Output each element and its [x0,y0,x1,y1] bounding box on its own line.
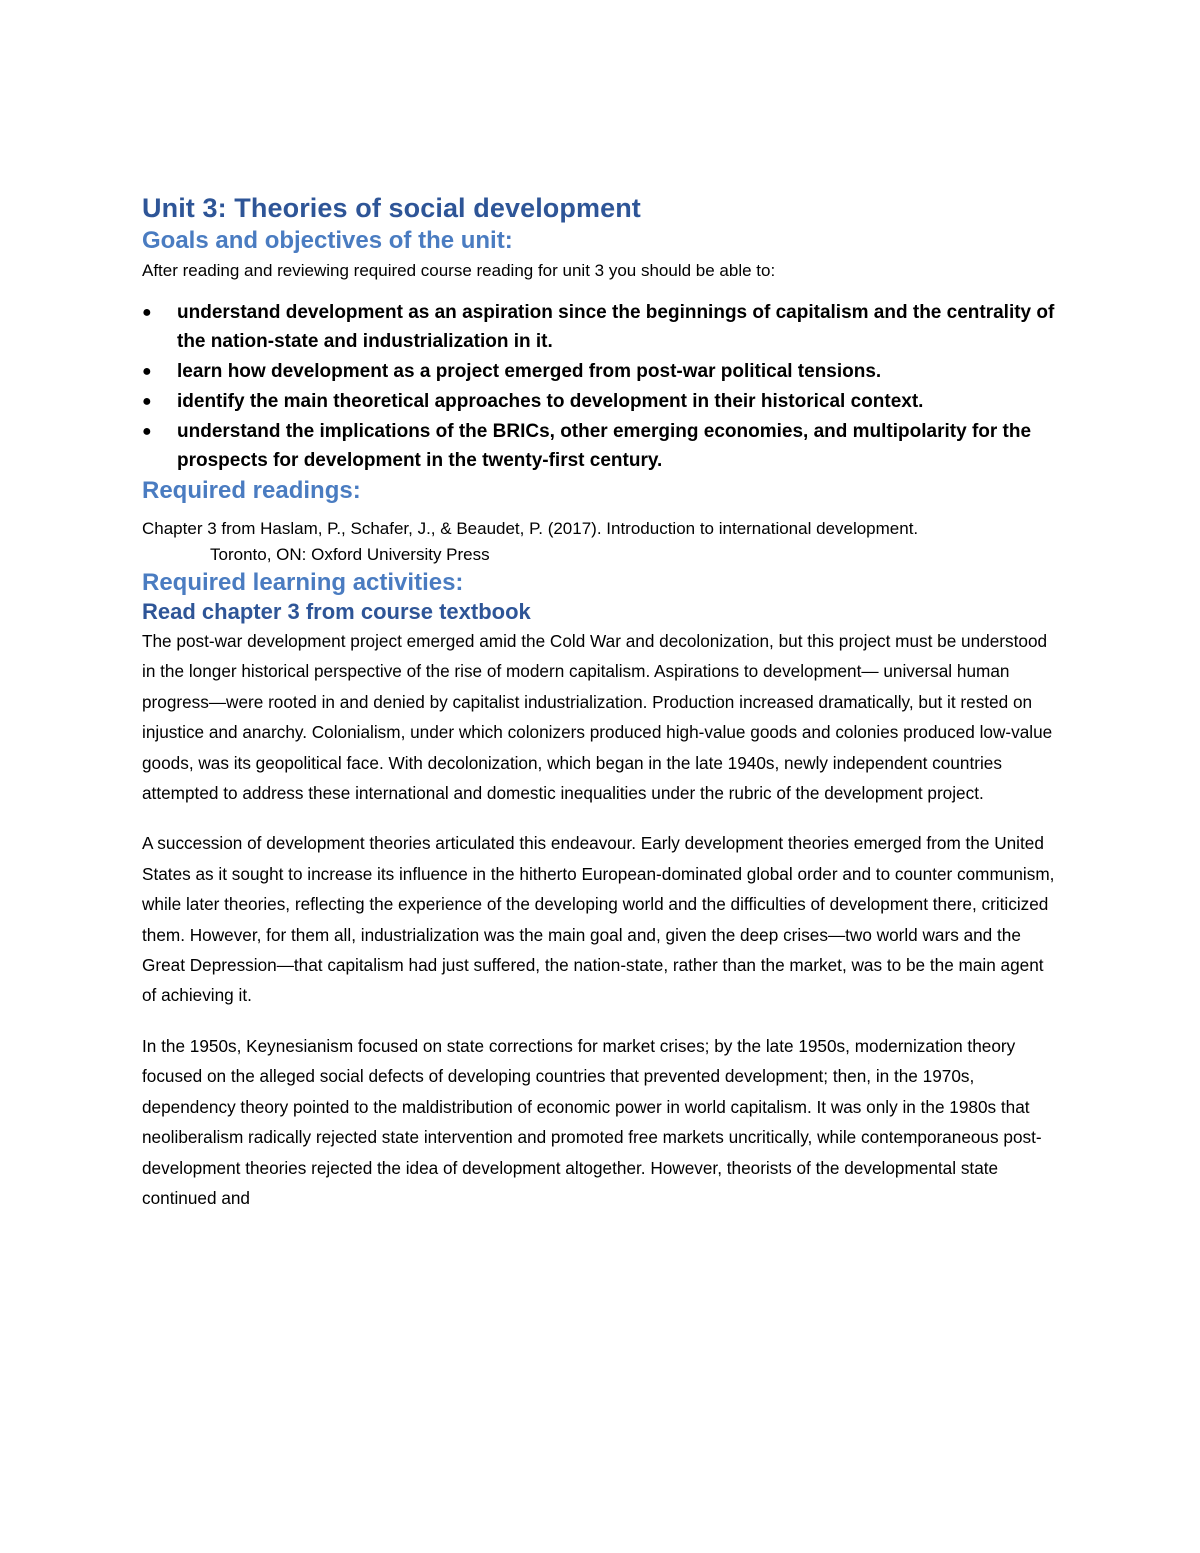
body-paragraph: In the 1950s, Keynesianism focused on state corrections for market crises; by the late 1950s, modernization theory focused on the alleged social defects of developing countries that prevented development; then, in the 1970s, dependency theory pointed to the maldistribution of economic power in world capitalism. It was only in the 1980s that neoliberalism radically rejected state intervention and promoted free markets uncritically, while contemporaneous post-development theories rejected the idea of development altogether. However, theorists of the developmental state continued and [142,1035,1042,1208]
page-title: Unit 3: Theories of social development [142,193,641,223]
bullet-icon: ● [142,393,152,410]
objective-item [142,387,1062,416]
readings-heading: Required readings: [142,477,361,504]
objective-text: learn how development as a project emerged from post-war political tensions. [177,361,882,382]
objective-item [142,298,1062,356]
reading-citation [142,516,1062,568]
document-content [142,190,1062,1213]
goals-heading: Goals and objectives of the unit: [142,227,513,254]
objective-item [142,417,1062,475]
read-chapter-heading: Read chapter 3 from course textbook [142,599,531,624]
objectives-list [142,298,1062,475]
activities-heading: Required learning activities: [142,569,464,596]
objective-item [142,357,1062,386]
citation-line-2: Toronto, ON: Oxford University Press [210,545,490,564]
objective-text: understand development as an aspiration since the beginnings of capitalism and the centrality of the nation-state and industrialization in it. [177,302,1055,352]
goals-intro: After reading and reviewing required course reading for unit 3 you should be able to: [142,261,776,280]
bullet-icon: ● [142,304,152,321]
objective-text: identify the main theoretical approaches to development in their historical context. [177,391,924,412]
citation-line-1: Chapter 3 from Haslam, P., Schafer, J., & Beaudet, P. (2017). Introduction to international development. [142,519,919,538]
bullet-icon: ● [142,363,152,380]
body-paragraph: The post-war development project emerged amid the Cold War and decolonization, but this project must be understood in the longer historical perspective of the rise of modern capitalism. Aspirations to development— universal human progress—were rooted in and denied by capitalist industrialization. Production increased dramatically, but it rested on injustice and anarchy. Colonialism, under which colonizers produced high-value goods and colonies produced low-value goods, was its geopolitical face. With decolonization, which began in the late 1940s, newly independent countries attempted to address these international and domestic inequalities under the rubric of the development project. [142,631,1053,804]
body-paragraph: A succession of development theories articulated this endeavour. Early development theories emerged from the United States as it sought to increase its influence in the hitherto European-dominated global order and to counter communism, while later theories, reflecting the experience of the developing world and the difficulties of development there, criticized them. However, for them all, industrialization was the main goal and, given the deep crises—two world wars and the Great Depression—that capitalism had just suffered, the nation-state, rather than the market, was to be the main agent of achieving it. [142,833,1055,1006]
bullet-icon: ● [142,423,152,440]
objective-text: understand the implications of the BRICs, other emerging economies, and multipolarity for the prospects for development in the twenty-first century. [177,421,1032,471]
